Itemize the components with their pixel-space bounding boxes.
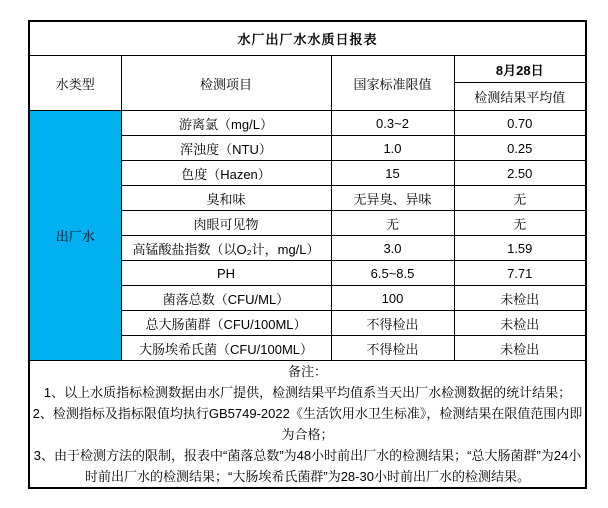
cell-limit: 1.0 bbox=[331, 136, 454, 161]
cell-item: 臭和味 bbox=[121, 186, 331, 211]
note-item: 1、以上水质指标检测数据由水厂提供，检测结果平均值系当天出厂水检测数据的统计结果； bbox=[43, 385, 572, 400]
header-row bbox=[29, 56, 586, 83]
cell-limit: 无 bbox=[331, 211, 454, 236]
cell-item: 菌落总数（CFU/ML） bbox=[121, 286, 331, 311]
cell-item: 色度（Hazen） bbox=[121, 161, 331, 186]
cell-result: 0.25 bbox=[454, 136, 586, 161]
cell-result: 7.71 bbox=[454, 261, 586, 286]
cell-limit: 无异臭、异味 bbox=[331, 186, 454, 211]
cell-result: 未检出 bbox=[454, 286, 586, 311]
header-date: 8月28日 bbox=[454, 56, 586, 83]
header-item: 检测项目 bbox=[121, 56, 331, 111]
water-type-cell: 出厂水 bbox=[29, 111, 121, 361]
cell-limit: 100 bbox=[331, 286, 454, 311]
header-limit: 国家标准限值 bbox=[331, 56, 454, 111]
cell-item: 游离氯（mg/L） bbox=[121, 111, 331, 136]
cell-result: 未检出 bbox=[454, 311, 586, 336]
header-water-type: 水类型 bbox=[29, 56, 121, 111]
header-result: 检测结果平均值 bbox=[454, 83, 586, 111]
cell-result: 无 bbox=[454, 186, 586, 211]
notes-section bbox=[29, 361, 586, 489]
water-quality-table bbox=[28, 20, 587, 489]
cell-item: 大肠埃希氏菌（CFU/100ML） bbox=[121, 336, 331, 361]
cell-result: 未检出 bbox=[454, 336, 586, 361]
page-title: 水厂出厂水水质日报表 bbox=[29, 21, 586, 56]
cell-limit: 6.5~8.5 bbox=[331, 261, 454, 286]
note-item: 2、检测指标及指标限值均执行GB5749-2022《生活饮用水卫生标准》，检测结果在限值范围内即为合格； bbox=[32, 406, 583, 442]
cell-result: 2.50 bbox=[454, 161, 586, 186]
daily-report bbox=[28, 20, 587, 489]
cell-item: 高锰酸盐指数（以O₂计，mg/L） bbox=[121, 236, 331, 261]
cell-limit: 15 bbox=[331, 161, 454, 186]
notes-label: 备注： bbox=[287, 364, 327, 379]
cell-limit: 0.3~2 bbox=[331, 111, 454, 136]
cell-result: 0.70 bbox=[454, 111, 586, 136]
cell-limit: 不得检出 bbox=[331, 311, 454, 336]
cell-item: 总大肠菌群（CFU/100ML） bbox=[121, 311, 331, 336]
cell-item: 浑浊度（NTU） bbox=[121, 136, 331, 161]
cell-item: PH bbox=[121, 261, 331, 286]
cell-limit: 不得检出 bbox=[331, 336, 454, 361]
cell-result: 无 bbox=[454, 211, 586, 236]
table-row bbox=[29, 111, 586, 136]
title-row bbox=[29, 21, 586, 56]
cell-result: 1.59 bbox=[454, 236, 586, 261]
notes-row bbox=[29, 361, 586, 489]
note-item: 3、由于检测方法的限制，报表中“菌落总数”为48小时前出厂水的检测结果；“总大肠菌群”为24小时前出厂水的检测结果；“大肠埃希氏菌群”为28-30小时前出厂水的检测结果。 bbox=[33, 448, 582, 484]
cell-item: 肉眼可见物 bbox=[121, 211, 331, 236]
cell-limit: 3.0 bbox=[331, 236, 454, 261]
